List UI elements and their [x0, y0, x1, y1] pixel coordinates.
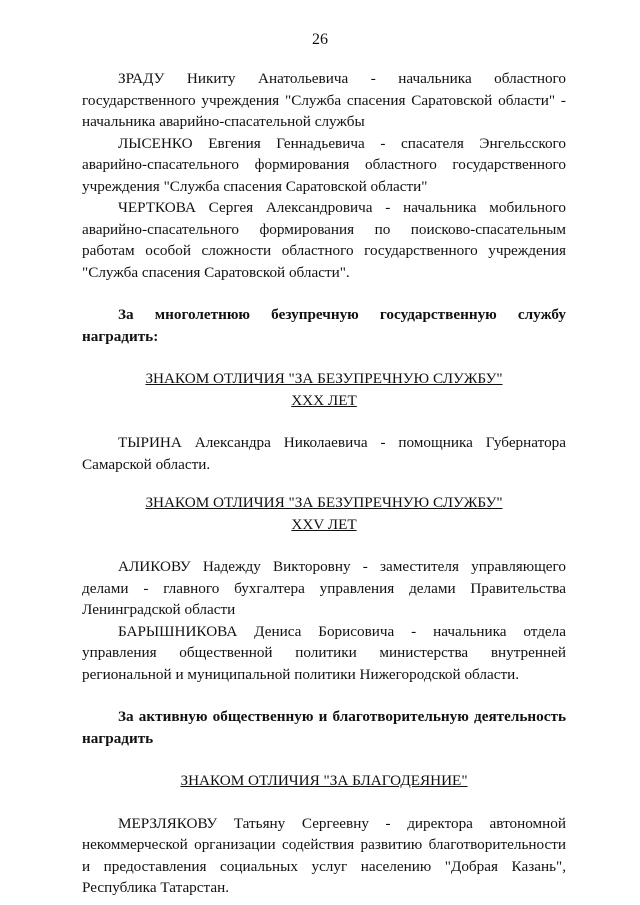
award-subtitle-25-text: XXV ЛЕТ	[291, 515, 357, 533]
award-title-30-years	[82, 368, 566, 390]
person-entry-zradu: ЗРАДУ Никиту Анатольевича - начальника областного государственного учреждения "Служба спасения Саратовской области" - начальника аварийно-спасательной службы	[82, 70, 566, 130]
heading-state-service: За многолетнюю безупречную государственную службу наградить:	[82, 306, 566, 345]
person-entry-alikova: АЛИКОВУ Надежду Викторовну - заместителя управляющего делами - главного бухгалтера управления делами Правительства Ленинградской области	[82, 558, 566, 618]
page-number: 26	[312, 31, 328, 48]
person-entry-merzlyakova: МЕРЗЛЯКОВУ Татьяну Сергеевну - директора автономной некоммерческой организации содействия развитию благотворительности и предоставления социальных услуг населению "Добрая Казань", Республика Татарстан.	[82, 814, 566, 896]
award-title-25-text: ЗНАКОМ ОТЛИЧИЯ "ЗА БЕЗУПРЕЧНУЮ СЛУЖБУ"	[145, 494, 503, 511]
award-title-25-years	[82, 492, 566, 514]
award-subtitle-30-text: XXX ЛЕТ	[291, 391, 357, 409]
person-entry-tyrin: ТЫРИНА Александра Николаевича - помощника Губернатора Самарской области.	[82, 434, 566, 473]
person-entry-lysenko: ЛЫСЕНКО Евгения Геннадьевича - спасателя Энгельсского аварийно-спасательного формирования областного государственного учреждения "Служба спасения Саратовской области"	[82, 134, 566, 195]
award-title-charity	[82, 770, 566, 792]
heading-charity: За активную общественную и благотворительную деятельность наградить	[82, 708, 566, 747]
document-body	[82, 68, 566, 899]
award-title-30-text: ЗНАКОМ ОТЛИЧИЯ "ЗА БЕЗУПРЕЧНУЮ СЛУЖБУ"	[145, 370, 503, 387]
person-entry-baryshnikov: БАРЫШНИКОВА Дениса Борисовича - начальника отдела управления общественной политики министерства внутренней региональной и муниципальной политики Нижегородской области.	[82, 622, 566, 683]
person-entry-chertkov: ЧЕРТКОВА Сергея Александровича - начальника мобильного аварийно-спасательного формирования по поисково-спасательным работам особой сложности областного государственного учреждения "Служба спасения Саратовской области".	[82, 199, 566, 281]
award-subtitle-30-years	[82, 390, 566, 412]
award-title-charity-text: ЗНАКОМ ОТЛИЧИЯ "ЗА БЛАГОДЕЯНИЕ"	[180, 772, 468, 789]
award-subtitle-25-years	[82, 514, 566, 536]
